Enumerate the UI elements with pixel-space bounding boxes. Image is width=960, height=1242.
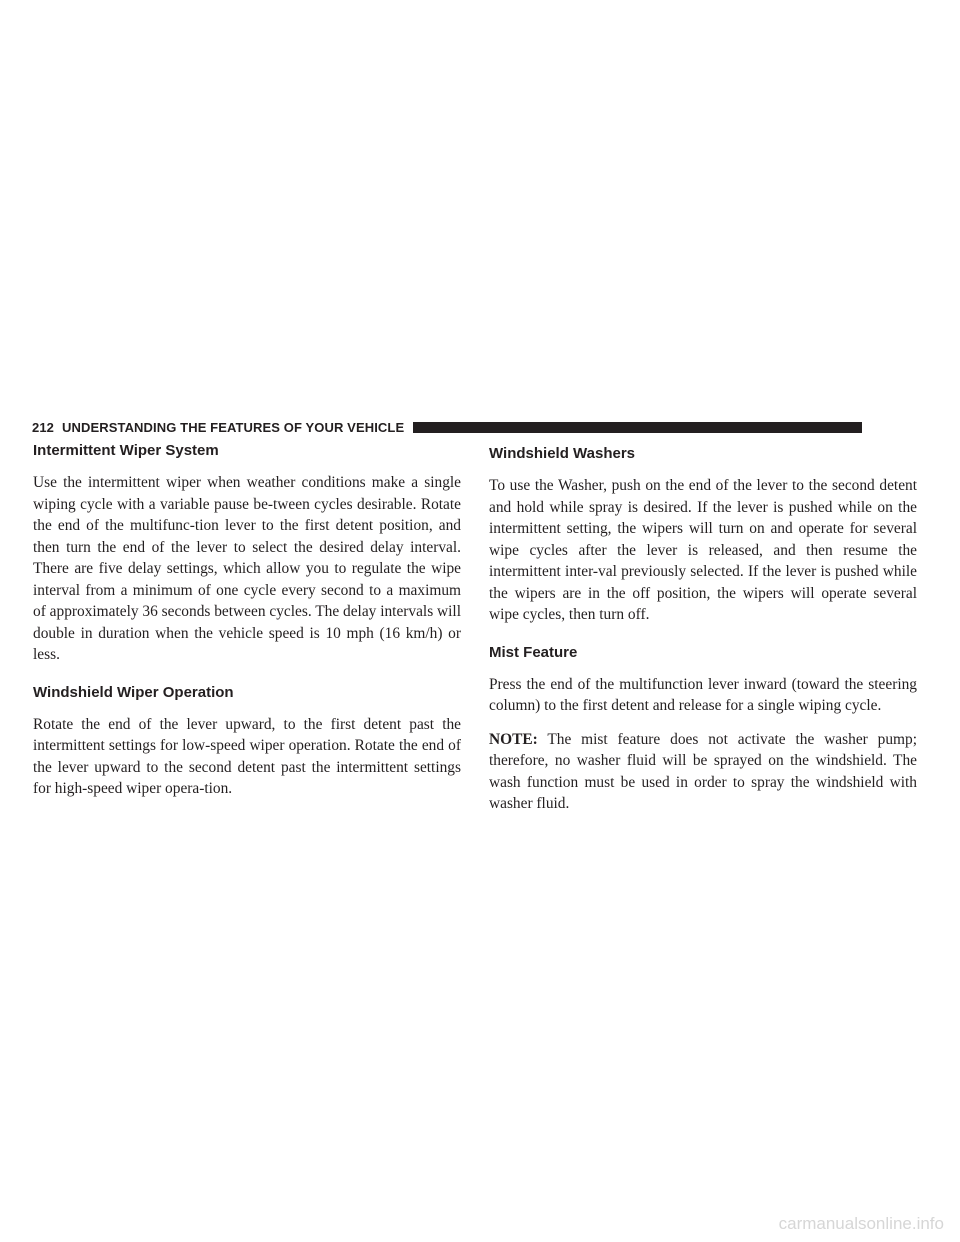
heading-windshield-washers: Windshield Washers xyxy=(489,445,636,462)
paragraph-wiper-operation: Rotate the end of the lever upward, to the first detent past the intermittent settings for low-speed wiper operation. Rotate the end of the lever upward to the second detent past the intermittent settings for high-speed wiper opera-tion. xyxy=(33,715,461,797)
heading-intermittent-wiper-system: Intermittent Wiper System xyxy=(33,442,219,459)
paragraph-mist-feature: Press the end of the multifunction lever inward (toward the steering column) to the first detent and release for a single wiping cycle. xyxy=(489,675,917,714)
heading-windshield-wiper-operation: Windshield Wiper Operation xyxy=(33,683,234,701)
note-text: The mist feature does not activate the washer pump; therefore, no washer fluid will be sprayed on the windshield. The wash function must be used in order to spray the windshield with washer fluid. xyxy=(489,730,917,812)
header-rule xyxy=(413,422,862,433)
paragraph-windshield-washers: To use the Washer, push on the end of the lever to the second detent and hold while spray is desired. If the lever is pushed while on the intermittent setting, the wipers will turn on and operate for several wipe cycles after the lever is released, and then resume the intermittent inter-val previously selected. If the lever is pushed while the wipers are in the off position, the wipers will operate several wipe cycles, then turn off. xyxy=(489,477,917,623)
page-header xyxy=(32,417,862,437)
section-title: UNDERSTANDING THE FEATURES OF YOUR VEHICLE xyxy=(62,419,405,435)
note-label: NOTE: xyxy=(489,730,538,748)
note-paragraph xyxy=(489,729,917,815)
paragraph-intermittent-wiper: Use the intermittent wiper when weather conditions make a single wiping cycle with a variable pause be-tween cycles desirable. Rotate the end of the multifunc-tion lever to the first detent position, and then turn the end of the lever to select the desired delay interval. There are five delay settings, which allow you to regulate the wipe interval from a minimum of one cycle every second to a maximum of approximately 36 seconds between cycles. The delay intervals will double in duration when the vehicle speed is 10 mph (16 km/h) or less. xyxy=(33,474,461,663)
left-column xyxy=(33,441,461,812)
heading-mist-feature: Mist Feature xyxy=(489,643,578,661)
right-column xyxy=(489,441,917,827)
page-number: 212 xyxy=(32,419,54,435)
watermark: carmanualsonline.info xyxy=(778,1214,944,1233)
